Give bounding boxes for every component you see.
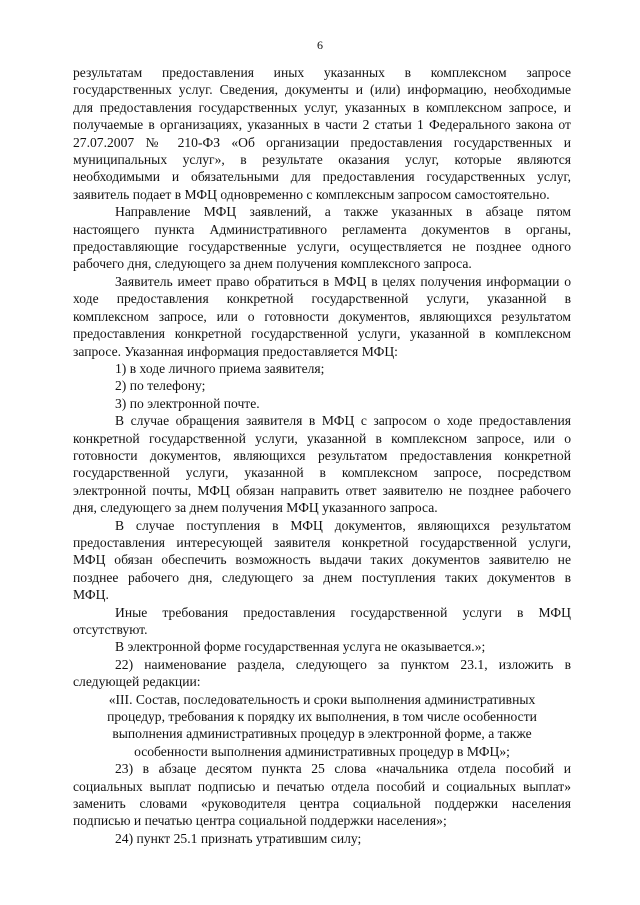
text-line: 23) в абзаце десятом пункта 25 слова «начальника отдела пособий и [115,761,571,777]
document-body [73,64,571,847]
section-title-line: выполнения административных процедур в электронной форме, а также [112,726,532,742]
text-line: позднее рабочего дня, следующего за днем поступления таких документов в [73,569,571,585]
text-line: подписью и печатью центра социальной поддержки населения»; [73,813,447,829]
text-line: 27.07.2007 № 210-ФЗ «Об организации предоставления государственных и [73,134,571,150]
list-item: 2) по телефону; [115,378,206,394]
text-line: для предоставления государственных услуг, указанных в комплексном запросе, и [73,99,571,115]
text-line: предоставления конкретной государственной услуги, указанной в комплексном [73,326,571,342]
text-line: государственной услуги, указанной в комплексном запросе, посредством [73,465,571,481]
text-line: муниципальных услуг», в результате оказания услуг, которые являются [73,152,571,168]
text-line: государственных услуг. Сведения, документы и (или) информацию, необходимые [73,82,571,98]
text-line: В случае поступления в МФЦ документов, являющихся результатом [115,517,571,533]
text-line: МФЦ. [73,587,109,603]
text-line: конкретной государственной услуги, указанной в комплексном запросе, или о [73,430,571,446]
text-line: рабочего дня, следующего за днем получения комплексного запроса. [73,256,472,272]
text-line: заявитель подает в МФЦ одновременно с комплексным запросом самостоятельно. [73,186,550,202]
text-line: 22) наименование раздела, следующего за пунктом 23.1, изложить в [115,656,571,672]
list-item: 3) по электронной почте. [115,395,260,411]
text-line: ходе предоставления конкретной государственной услуги, указанной в [73,291,571,307]
text-line: предоставления интересующей заявителя конкретной государственной услуги, [73,534,571,550]
text-line: результатам предоставления иных указанных в комплексном запросе [73,65,571,80]
text-line: дня, следующего за днем получения МФЦ указанного запроса. [73,500,438,516]
text-line: МФЦ обязан обеспечить возможность выдачи таких документов заявителю не [73,552,571,568]
text-line: Заявитель имеет право обратиться в МФЦ в целях получения информации о [115,273,571,289]
text-line: запросе. Указанная информация предоставляется МФЦ: [73,343,398,359]
list-item: 1) в ходе личного приема заявителя; [115,360,325,376]
text-line: следующей редакции: [73,674,201,690]
text-line: 24) пункт 25.1 признать утратившим силу; [115,830,362,846]
text-line: предоставляющие государственные услуги, осуществляется не позднее одного [73,239,571,255]
section-title-line: особенности выполнения административных процедур в МФЦ»; [134,743,510,759]
text-line: комплексном запросе, или о готовности документов, являющихся результатом [73,308,571,324]
section-title-line: процедур, требования к порядку их выполнения, в том числе особенности [107,709,537,725]
text-line: Иные требования предоставления государственной услуги в МФЦ [115,604,571,620]
section-title-line: «III. Состав, последовательность и сроки выполнения административных [108,691,536,707]
text-line: настоящего пункта Административного регламента документов в органы, [73,221,571,237]
text-line: готовности документов, являющихся результатом предоставления конкретной [73,447,571,463]
text-line: электронной почты, МФЦ обязан направить ответ заявителю не позднее рабочего [73,482,571,498]
text-line: получаемые в организациях, указанных в части 2 статьи 1 Федерального закона от [73,117,571,133]
text-line: отсутствуют. [73,622,148,637]
text-line: заменить словами «руководителя центра социальной поддержки населения [73,796,571,812]
page-number: 6 [317,38,323,52]
text-line: В электронной форме государственная услуга не оказывается.»; [115,639,486,655]
text-line: Направление МФЦ заявлений, а также указанных в абзаце пятом [115,204,571,220]
text-line: В случае обращения заявителя в МФЦ с запросом о ходе предоставления [115,413,571,429]
text-line: необходимыми и обязательными для предоставления государственных услуг, [73,169,571,185]
text-line: социальных выплат подписью и печатью отдела пособий и социальных выплат» [73,778,571,794]
